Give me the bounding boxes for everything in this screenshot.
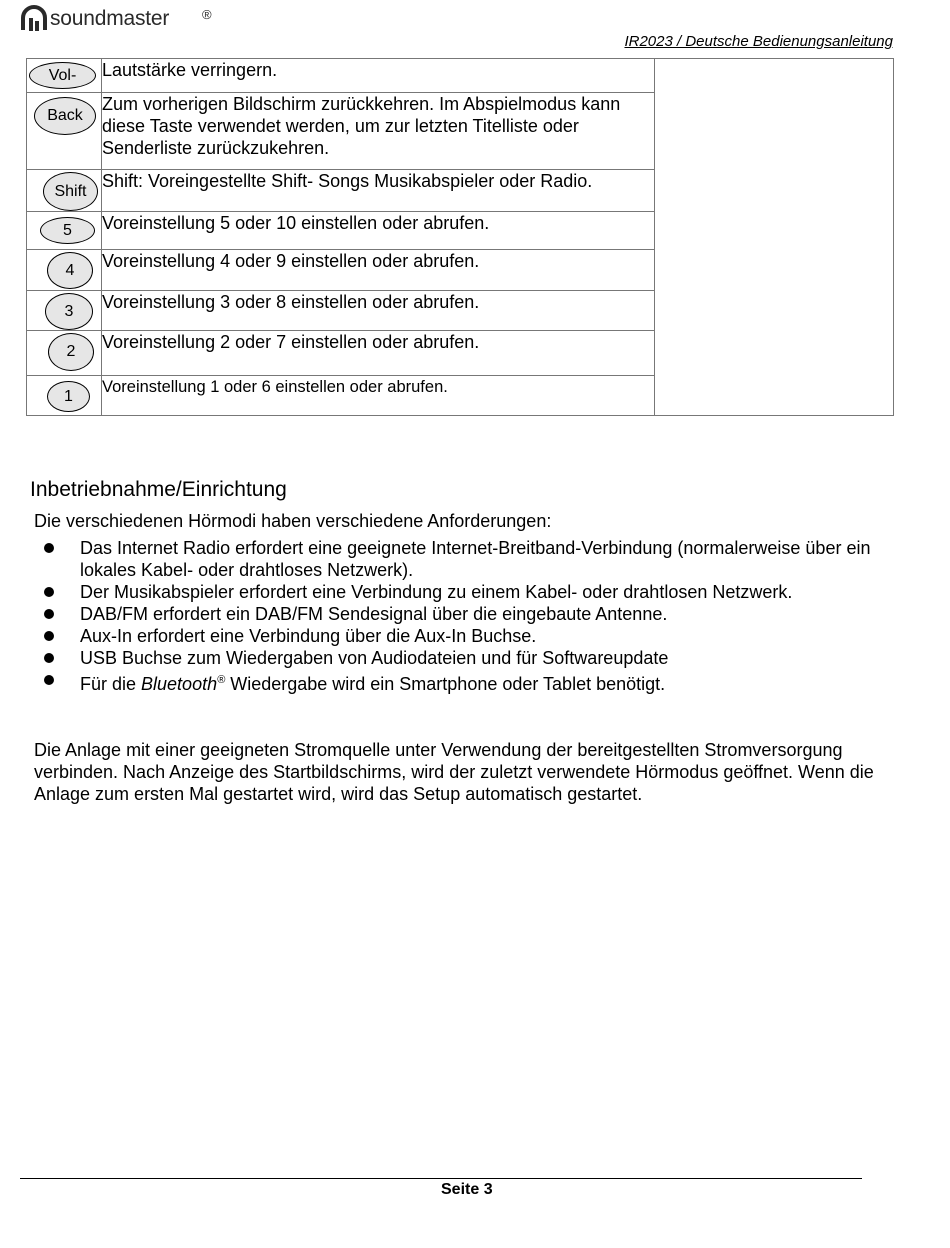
key-description: Shift: Voreingestellte Shift- Songs Musikabspieler oder Radio. — [102, 170, 655, 212]
key-cell — [27, 376, 102, 416]
list-item-text: Aux-In erfordert eine Verbindung über die Aux-In Buchse. — [80, 626, 537, 646]
vol-down-key-icon: Vol- — [29, 62, 96, 89]
empty-column — [655, 59, 894, 416]
list-item — [0, 669, 930, 695]
setup-paragraph: Die Anlage mit einer geeigneten Stromquelle unter Verwendung der bereitgestellten Stromversorgung verbinden. Nach Anzeige des Startbildschirms, wird der zuletzt verwendete Hörmodus geöffnet. Wenn die Anlage zum ersten Mal gestartet wird, wird das Setup automatisch gestartet. — [34, 740, 874, 804]
key-description: Voreinstellung 2 oder 7 einstellen oder abrufen. — [102, 331, 655, 376]
requirements-list — [0, 537, 930, 695]
key-cell — [27, 291, 102, 331]
list-item-text: DAB/FM erfordert ein DAB/FM Sendesignal über die eingebaute Antenne. — [80, 604, 668, 624]
key-cell — [27, 170, 102, 212]
preset-5-key-icon: 5 — [40, 217, 95, 244]
section-heading: Inbetriebnahme/Einrichtung — [30, 478, 287, 501]
preset-2-key-icon: 2 — [48, 333, 94, 371]
brand-name: soundmaster — [50, 7, 170, 30]
bluetooth-word: Bluetooth — [141, 674, 218, 694]
preset-3-key-icon: 3 — [45, 293, 93, 330]
bullet-icon — [44, 675, 54, 685]
bullet-icon — [44, 609, 54, 619]
key-description: Lautstärke verringern. — [102, 59, 655, 93]
list-item-text: Der Musikabspieler erfordert eine Verbindung zu einem Kabel- oder drahtlosen Netzwerk. — [80, 582, 793, 602]
key-description: Voreinstellung 5 oder 10 einstellen oder abrufen. — [102, 212, 655, 250]
list-item — [0, 625, 930, 647]
footer-divider — [20, 1178, 862, 1179]
remote-key-table — [26, 58, 894, 416]
table-row — [27, 59, 894, 93]
bullet-icon — [44, 543, 54, 553]
key-description: Voreinstellung 3 oder 8 einstellen oder abrufen. — [102, 291, 655, 331]
list-item — [0, 603, 930, 625]
list-item — [0, 581, 930, 603]
preset-4-key-icon: 4 — [47, 252, 93, 289]
key-cell — [27, 250, 102, 291]
bluetooth-registered-mark: ® — [217, 674, 226, 686]
key-cell — [27, 331, 102, 376]
key-cell — [27, 212, 102, 250]
shift-key-icon: Shift — [43, 172, 98, 211]
list-item — [0, 647, 930, 669]
page-number: Seite 3 — [441, 1181, 493, 1198]
back-key-icon: Back — [34, 97, 96, 135]
headphones-logo-icon — [20, 4, 48, 34]
bluetooth-prefix: Für die — [80, 674, 142, 694]
key-description: Voreinstellung 1 oder 6 einstellen oder abrufen. — [102, 376, 655, 416]
key-description: Zum vorherigen Bildschirm zurückkehren. Im Abspielmodus kann diese Taste verwendet werden, um zur letzten Titelliste oder Senderliste zurückzukehren. — [102, 93, 655, 170]
key-cell — [27, 93, 102, 170]
bullet-icon — [44, 631, 54, 641]
registered-mark: ® — [202, 7, 212, 22]
preset-1-key-icon: 1 — [47, 381, 90, 412]
bullet-icon — [44, 653, 54, 663]
intro-text: Die verschiedenen Hörmodi haben verschiedene Anforderungen: — [34, 511, 552, 531]
bullet-icon — [44, 587, 54, 597]
bluetooth-suffix: Wiedergabe wird ein Smartphone oder Tablet benötigt. — [225, 674, 666, 694]
list-item-text: USB Buchse zum Wiedergaben von Audiodateien und für Softwareupdate — [80, 648, 669, 668]
key-description: Voreinstellung 4 oder 9 einstellen oder abrufen. — [102, 250, 655, 291]
list-item-text: Das Internet Radio erfordert eine geeignete Internet-Breitband-Verbindung (normalerweise über ein lokales Kabel- oder drahtloses Netzwerk). — [80, 538, 871, 580]
document-reference: IR2023 / Deutsche Bedienungsanleitung — [624, 33, 893, 50]
key-cell — [27, 59, 102, 93]
list-item — [0, 537, 930, 581]
